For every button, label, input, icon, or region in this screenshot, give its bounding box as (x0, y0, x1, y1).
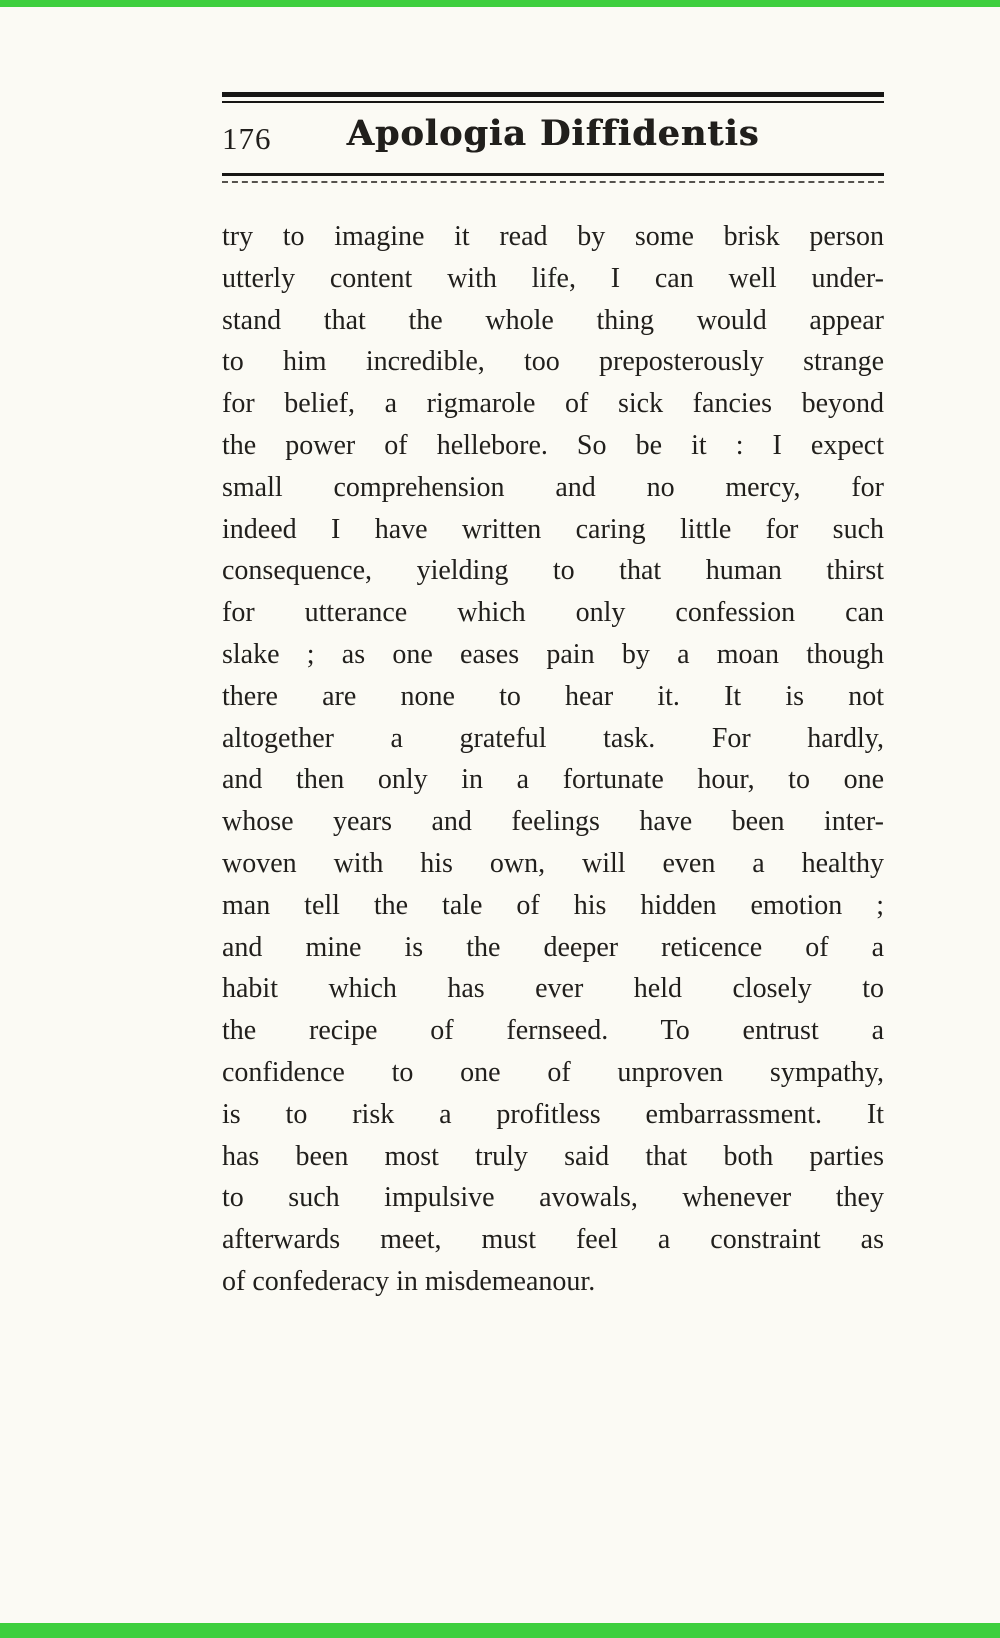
text-line: slake ; as one eases pain by a moan though (222, 638, 884, 670)
text-line: for utterance which only confession can (222, 597, 884, 629)
text-line: has been most truly said that both parties (222, 1140, 884, 1172)
text-line: man tell the tale of his hidden emotion ; (222, 889, 884, 921)
page-number: 176 (222, 121, 272, 156)
text-line: altogether a grateful task. For hardly, (222, 722, 884, 754)
text-line: woven with his own, will even a healthy (222, 847, 884, 879)
text-line: whose years and feelings have been inter- (222, 806, 884, 838)
text-line: indeed I have written caring little for such (222, 513, 884, 545)
text-line: confidence to one of unproven sympathy, (222, 1056, 884, 1088)
body-text (222, 216, 884, 1303)
text-line: is to risk a profitless embarrassment. It (222, 1098, 884, 1130)
text-line: small comprehension and no mercy, for (222, 471, 884, 503)
text-line: try to imagine it read by some brisk person (222, 221, 884, 252)
text-line: the recipe of fernseed. To entrust a (222, 1015, 884, 1047)
text-line: and then only in a fortunate hour, to one (222, 764, 884, 796)
text-line: to him incredible, too preposterously strange (222, 346, 884, 378)
text-line: utterly content with life, I can well under- (222, 262, 884, 294)
scan-artifact-top (0, 0, 1000, 7)
text-line: to such impulsive avowals, whenever they (222, 1182, 884, 1214)
text-line: afterwards meet, must feel a constraint as (222, 1224, 884, 1256)
text-line: there are none to hear it. It is not (222, 680, 884, 712)
text-line: for belief, a rigmarole of sick fancies beyond (222, 388, 884, 420)
text-line: the power of hellebore. So be it : I expect (222, 429, 884, 461)
scan-artifact-bottom (0, 1623, 1000, 1638)
page-header (222, 113, 884, 171)
header-top-rule (222, 92, 884, 103)
page-title: Apologia Diffidentis (346, 113, 760, 154)
header-bottom-rule (222, 173, 884, 183)
text-line: of confederacy in misdemeanour. (222, 1265, 596, 1297)
text-line: stand that the whole thing would appear (222, 304, 884, 336)
book-page (222, 92, 884, 1303)
text-line: and mine is the deeper reticence of a (222, 931, 884, 963)
text-line: habit which has ever held closely to (222, 973, 884, 1005)
text-line: consequence, yielding to that human thirst (222, 555, 884, 587)
